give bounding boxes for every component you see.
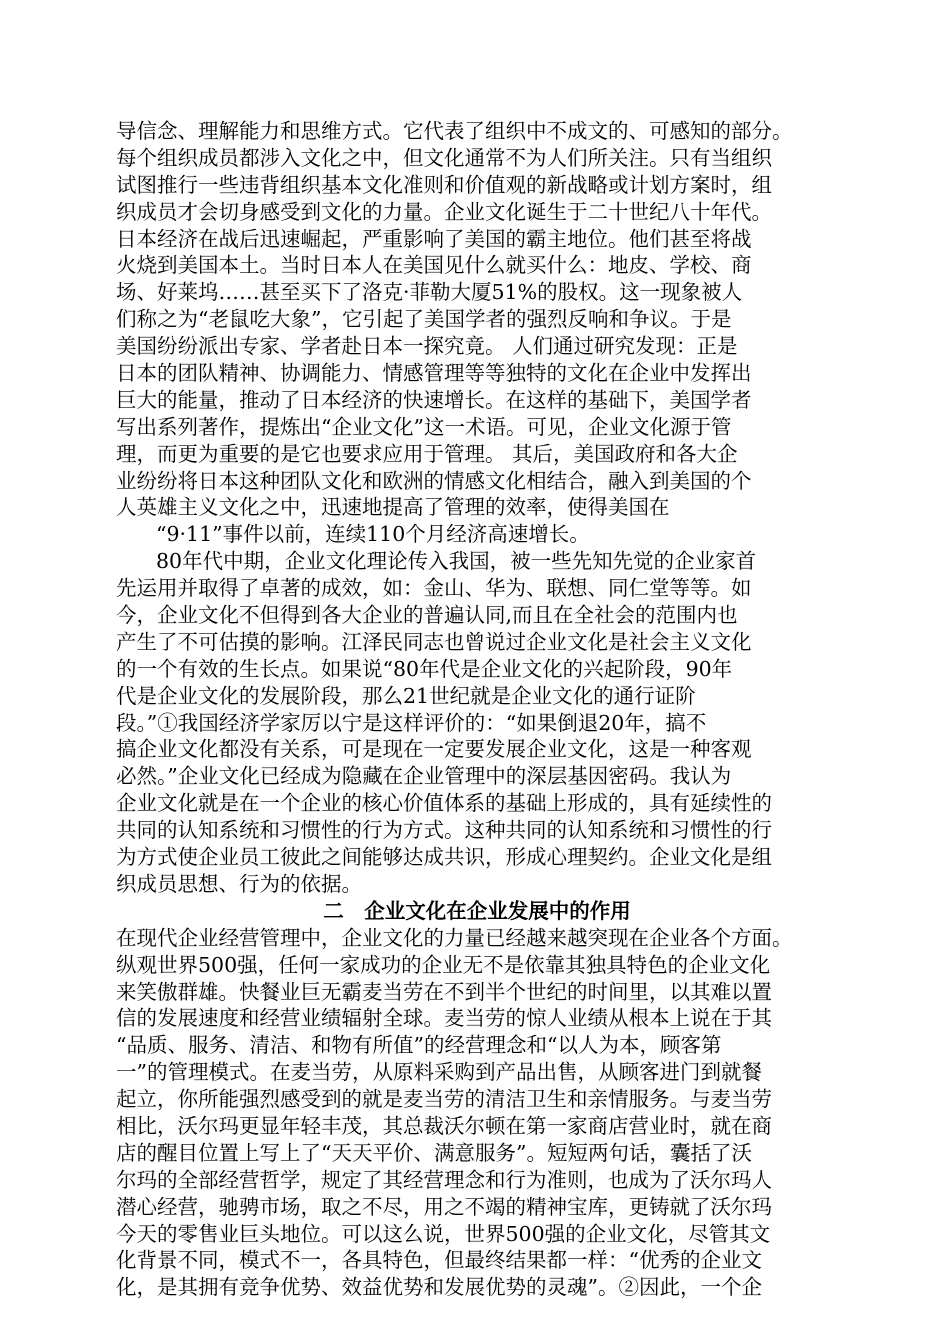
text-line: 织成员思想、行为的依据。 [116,871,362,896]
text-line: 的一个有效的生长点。如果说“80年代是企业文化的兴起阶段，90年 [116,656,733,681]
text-line: 在现代企业经营管理中，企业文化的力量已经越来越突现在企业各个方面。 [116,925,793,950]
text-line: 起立，你所能强烈感受到的就是麦当劳的清洁卫生和亲情服务。与麦当劳 [116,1087,772,1112]
text-line: 写出系列著作，提炼出“企业文化”这一术语。可见，企业文化源于管 [116,414,732,439]
text-line: 理，而更为重要的是它也要求应用于管理。 其后，美国政府和各大企 [116,441,738,466]
text-line: “9·11”事件以前，连续110个月经济高速增长。 [156,522,590,547]
text-line: 今，企业文化不但得到各大企业的普遍认同,而且在全社会的范围内也 [116,603,738,628]
text-line: 纵观世界500强，任何一家成功的企业无不是依靠其独具特色的企业文化 [116,952,771,977]
text-line: 火烧到美国本土。当时日本人在美国见什么就买什么：地皮、学校、商 [116,253,752,278]
paragraph-1 [116,118,838,548]
section-heading: 二 企业文化在企业发展中的作用 [323,898,631,923]
text-line: 搞企业文化都没有关系，可是现在一定要发展企业文化，这是一种客观 [116,737,752,762]
text-line: 相比，沃尔玛更显年轻丰茂，其总裁沃尔顿在第一家商店营业时，就在商 [116,1113,772,1138]
text-line: 场、好莱坞……甚至买下了洛克·菲勒大厦51%的股权。这一现象被人 [116,280,743,305]
text-line: 巨大的能量，推动了日本经济的快速增长。在这样的基础下，美国学者 [116,387,752,412]
text-line: 化背景不同，模式不一，各具特色，但最终结果都一样：“优秀的企业文 [116,1248,762,1273]
document-page [116,118,838,1301]
text-line: 导信念、理解能力和思维方式。它代表了组织中不成文的、可感知的部分。 [116,119,793,143]
text-line: 来笑傲群雄。快餐业巨无霸麦当劳在不到半个世纪的时间里，以其难以置 [116,979,772,1004]
text-line: 今天的零售业巨头地位。可以这么说，世界500强的企业文化，尽管其文 [116,1221,771,1246]
text-line: 美国纷纷派出专家、学者赴日本一探究竟。 人们通过研究发现：正是 [116,334,738,359]
text-line: 织成员才会切身感受到文化的力量。企业文化诞生于二十世纪八十年代。 [116,199,772,224]
text-line: 企业文化就是在一个企业的核心价值体系的基础上形成的，具有延续性的 [116,791,772,816]
paragraph-3 [116,925,838,1301]
text-line: 化，是其拥有竞争优势、效益优势和发展优势的灵魂”。②因此，一个企 [116,1275,762,1300]
text-line: 为方式使企业员工彼此之间能够达成共识，形成心理契约。企业文化是组 [116,845,772,870]
text-line: 一”的管理模式。在麦当劳，从原料采购到产品出售，从顾客进门到就餐 [116,1060,762,1085]
text-line: 人英雄主义文化之中，迅速地提高了管理的效率，使得美国在 [116,495,670,520]
text-line: 先运用并取得了卓著的成效，如：金山、华为、联想、同仁堂等等。如 [116,576,752,601]
text-line: 日本的团队精神、协调能力、情感管理等等独特的文化在企业中发挥出 [116,361,752,386]
text-line: 代是企业文化的发展阶段，那么21世纪就是企业文化的通行证阶 [116,683,696,708]
text-line: 店的醒目位置上写上了“天天平价、满意服务”。短短两句话，囊括了沃 [116,1140,752,1165]
text-line: 试图推行一些违背组织基本文化准则和价值观的新战略或计划方案时，组 [116,172,772,197]
text-line: “品质、服务、清洁、和物有所值”的经营理念和“以人为本，顾客第 [116,1033,722,1058]
text-line: 们称之为“老鼠吃大象”，它引起了美国学者的强烈反响和争议。于是 [116,307,732,332]
text-line: 信的发展速度和经营业绩辐射全球。麦当劳的惊人业绩从根本上说在于其 [116,1006,772,1031]
text-line: 日本经济在战后迅速崛起，严重影响了美国的霸主地位。他们甚至将战 [116,226,752,251]
text-line: 尔玛的全部经营哲学，规定了其经营理念和行为准则，也成为了沃尔玛人 [116,1167,772,1192]
text-line: 共同的认知系统和习惯性的行为方式。这种共同的认知系统和习惯性的行 [116,818,772,843]
text-line: 80年代中期，企业文化理论传入我国，被一些先知先觉的企业家首 [156,549,757,574]
text-line: 必然。”企业文化已经成为隐藏在企业管理中的深层基因密码。我认为 [116,764,732,789]
text-line: 产生了不可估摸的影响。江泽民同志也曾说过企业文化是社会主义文化 [116,629,752,654]
text-line: 段。”①我国经济学家厉以宁是这样评价的：“如果倒退20年，搞不 [116,710,707,735]
text-line: 潜心经营，驰骋市场，取之不尽，用之不竭的精神宝库，更铸就了沃尔玛 [116,1194,772,1219]
paragraph-2 [116,548,838,898]
text-line: 每个组织成员都涉入文化之中，但文化通常不为人们所关注。只有当组织 [116,145,772,170]
text-line: 业纷纷将日本这种团队文化和欧洲的情感文化相结合，融入到美国的个 [116,468,752,493]
